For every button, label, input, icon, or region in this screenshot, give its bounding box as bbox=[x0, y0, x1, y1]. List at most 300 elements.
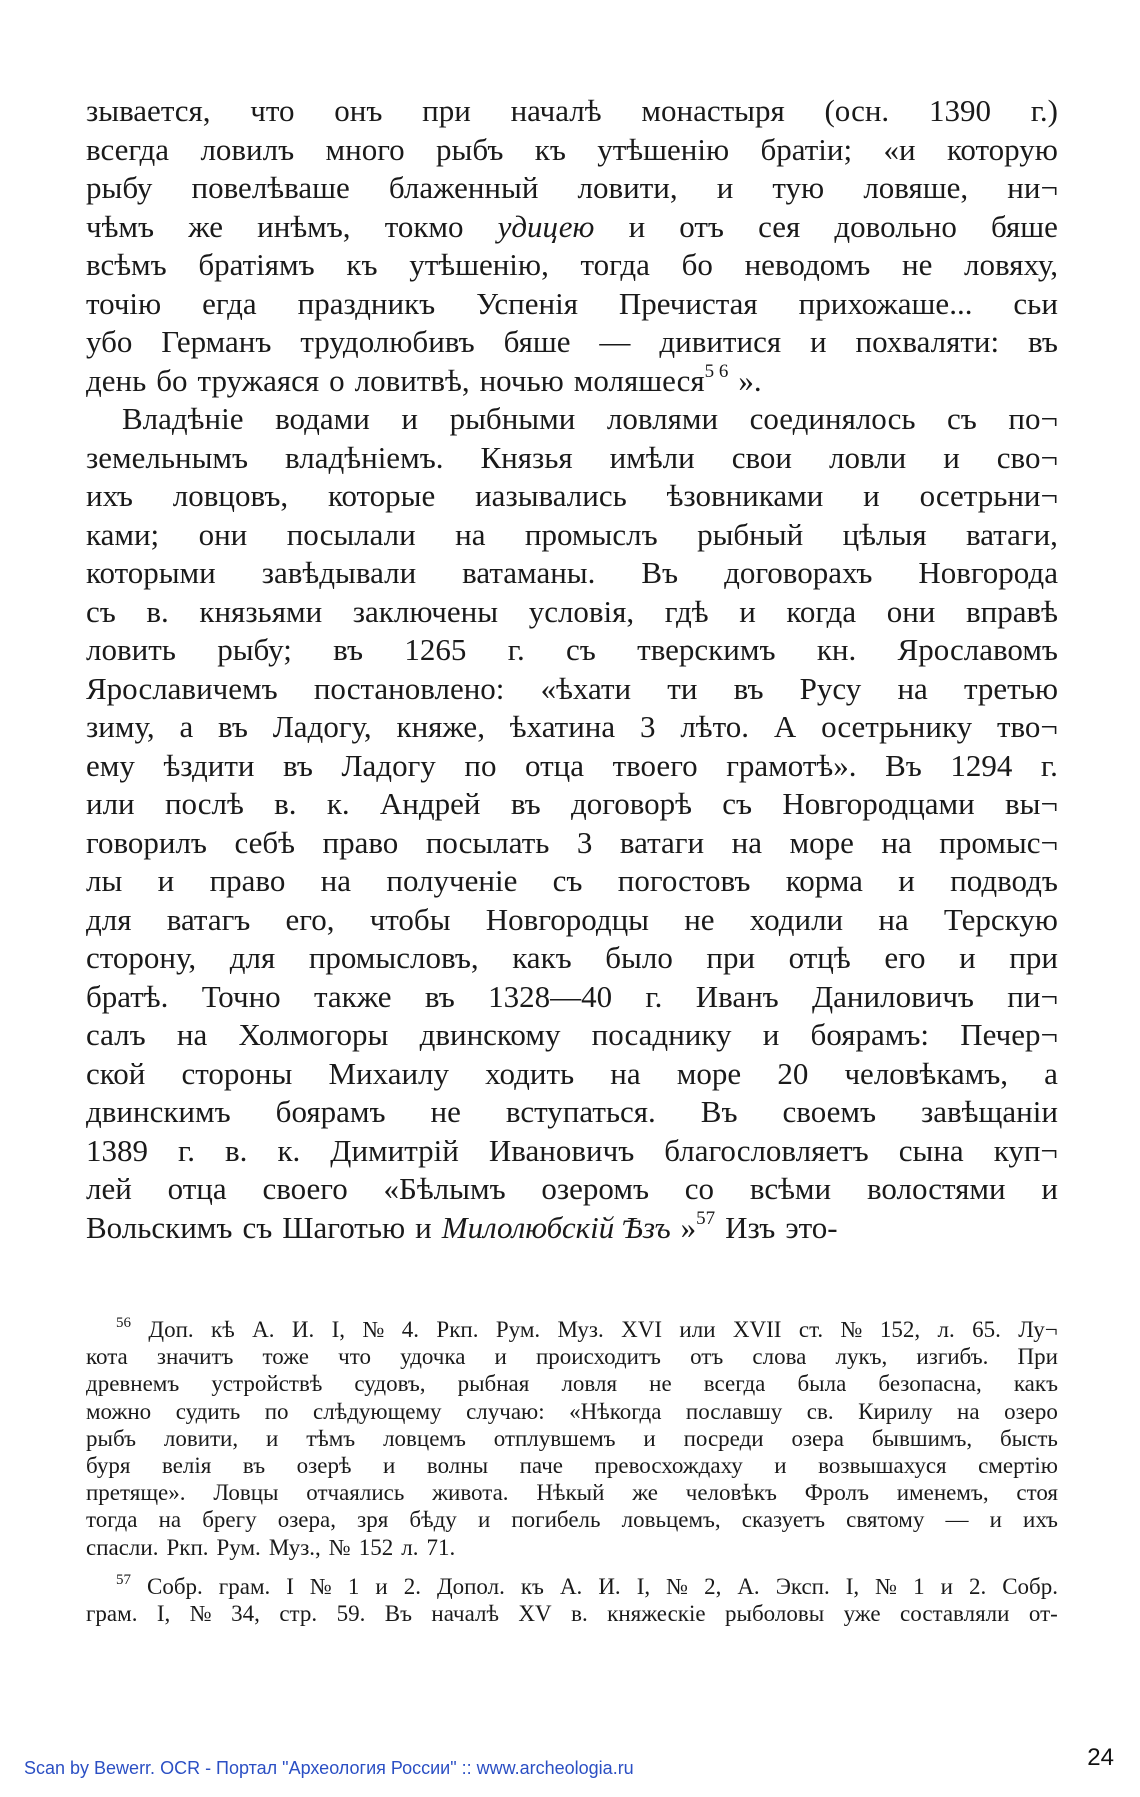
main-text-line bbox=[86, 285, 1058, 324]
word: заключены bbox=[352, 593, 499, 629]
word: въ bbox=[283, 747, 313, 783]
word: № bbox=[189, 1600, 212, 1626]
word: можно bbox=[86, 1398, 152, 1424]
word: братіямъ bbox=[198, 247, 315, 282]
word: Ркп. bbox=[436, 1317, 479, 1342]
word: сво¬ bbox=[996, 439, 1058, 475]
word: ловля bbox=[561, 1371, 618, 1397]
word: Лу¬ bbox=[1018, 1317, 1058, 1342]
word: для bbox=[229, 940, 276, 975]
word: и bbox=[375, 1573, 388, 1599]
word: Допол. bbox=[436, 1573, 505, 1599]
word: вправѣ bbox=[966, 593, 1058, 629]
main-text-line bbox=[86, 593, 1058, 632]
word: живота. bbox=[432, 1480, 509, 1506]
word: полученіе bbox=[386, 863, 518, 898]
word: ». bbox=[738, 362, 762, 398]
word: сына bbox=[898, 1132, 964, 1168]
word: Холмогоры bbox=[238, 1017, 389, 1052]
word: послѣ bbox=[164, 786, 244, 821]
word: на bbox=[610, 1055, 641, 1091]
word: отплувшемъ bbox=[493, 1425, 616, 1451]
word: а bbox=[179, 709, 194, 744]
word: Въ bbox=[641, 555, 679, 590]
word: тоже bbox=[262, 1344, 310, 1370]
word: и bbox=[810, 324, 827, 359]
word: отъ bbox=[679, 208, 724, 244]
word: Ярославомъ bbox=[897, 632, 1058, 667]
word: соединялось bbox=[749, 401, 916, 436]
word: чѣмъ bbox=[86, 208, 155, 244]
word: князьями bbox=[199, 593, 323, 629]
main-text bbox=[86, 92, 1058, 1247]
word: инѣмъ, bbox=[257, 208, 351, 244]
word: утѣшенію, bbox=[409, 247, 549, 282]
word: убо bbox=[86, 324, 133, 359]
word: своемъ bbox=[782, 1094, 877, 1129]
word: его bbox=[884, 940, 926, 975]
word: XVI bbox=[621, 1317, 663, 1342]
word: и bbox=[477, 1507, 491, 1533]
word: съ bbox=[242, 1209, 273, 1245]
word: братіи; bbox=[760, 131, 853, 167]
word: похваляти: bbox=[855, 324, 1000, 359]
word: 59. bbox=[336, 1600, 366, 1626]
word: в. bbox=[274, 786, 297, 821]
word: море bbox=[676, 1055, 742, 1091]
word: ками; bbox=[86, 516, 160, 552]
footnote-56-line bbox=[86, 1370, 1058, 1397]
word: которые bbox=[327, 478, 436, 513]
word: «Бѣлымъ bbox=[383, 1171, 506, 1206]
word: грам. bbox=[218, 1573, 271, 1599]
word: человѣкамъ, bbox=[844, 1055, 1009, 1091]
footnote-56-line bbox=[86, 1398, 1058, 1425]
word: г. bbox=[645, 978, 663, 1014]
main-text-line bbox=[86, 747, 1058, 786]
word: и bbox=[739, 593, 756, 629]
word: повелѣваше bbox=[191, 170, 350, 205]
word: на bbox=[878, 901, 909, 937]
word: I, bbox=[156, 1600, 171, 1626]
main-text-line bbox=[86, 708, 1058, 747]
word: право bbox=[209, 863, 286, 898]
word: Даниловичъ bbox=[812, 978, 974, 1014]
word: договорахъ bbox=[724, 555, 873, 590]
word: не bbox=[684, 901, 715, 937]
word: бывшимъ, bbox=[871, 1425, 973, 1451]
word: тверскимъ bbox=[637, 632, 776, 667]
word: г. bbox=[507, 632, 525, 667]
word: тѣмъ bbox=[306, 1425, 356, 1451]
main-text-line bbox=[86, 631, 1058, 670]
word: озеро bbox=[1004, 1398, 1058, 1424]
word: и bbox=[401, 401, 419, 436]
main-text-line bbox=[86, 169, 1058, 208]
word: Ркп. bbox=[166, 1534, 209, 1560]
word: бяше bbox=[503, 324, 571, 359]
word: стр. bbox=[279, 1600, 318, 1626]
word: в. bbox=[571, 1600, 588, 1626]
word: что bbox=[250, 93, 295, 128]
word: своего bbox=[262, 1171, 348, 1206]
word: грам. bbox=[86, 1600, 138, 1626]
word: слѣдующему bbox=[313, 1398, 442, 1424]
word: тво¬ bbox=[996, 709, 1058, 744]
word: куп¬ bbox=[993, 1132, 1058, 1168]
word: посылали bbox=[286, 516, 416, 552]
word: кн. bbox=[816, 632, 857, 667]
italic-text: Милолюбскій Ѣзъ bbox=[441, 1209, 671, 1245]
word: XV bbox=[518, 1600, 552, 1626]
word: ловити, bbox=[163, 1425, 239, 1451]
word: ловилъ bbox=[200, 131, 295, 167]
word: которыми bbox=[86, 555, 216, 590]
word: велія bbox=[161, 1452, 212, 1478]
word: къ bbox=[534, 131, 566, 167]
word: ходили bbox=[749, 901, 844, 937]
word: 2. bbox=[968, 1573, 987, 1599]
word: Собр. bbox=[1002, 1573, 1058, 1599]
word: ѣзовниками bbox=[666, 478, 824, 513]
word: началѣ bbox=[510, 93, 602, 128]
word: 34, bbox=[231, 1600, 260, 1626]
word: святому bbox=[846, 1507, 925, 1533]
word: № bbox=[875, 1573, 898, 1599]
word: Пречистая bbox=[618, 285, 758, 321]
word: А bbox=[773, 709, 797, 744]
word: тружаяся bbox=[197, 362, 320, 398]
word: въ bbox=[733, 670, 764, 706]
word bbox=[498, 208, 595, 247]
word: не bbox=[430, 1094, 461, 1129]
word: судить bbox=[175, 1398, 241, 1424]
word: отцѣ bbox=[788, 940, 851, 975]
word: к. bbox=[326, 786, 350, 821]
word: ихъ bbox=[1023, 1507, 1058, 1533]
page-number: 24 bbox=[1087, 1744, 1114, 1771]
word: лѣто. bbox=[680, 709, 750, 744]
word bbox=[116, 1573, 131, 1600]
word: превосхождаху bbox=[594, 1452, 743, 1478]
main-text-line bbox=[86, 824, 1058, 863]
word: говорилъ bbox=[86, 824, 207, 860]
word: водами bbox=[275, 401, 370, 436]
word: въ bbox=[333, 632, 364, 667]
main-text-line bbox=[86, 1055, 1058, 1094]
word: было bbox=[605, 940, 673, 975]
word: осетрьни¬ bbox=[919, 478, 1058, 513]
word: безопасна, bbox=[878, 1371, 982, 1397]
word: и bbox=[157, 863, 175, 898]
word: от- bbox=[1028, 1600, 1058, 1626]
word: салъ bbox=[86, 1017, 146, 1052]
word: л. bbox=[937, 1317, 955, 1342]
word: Эксп. bbox=[775, 1573, 830, 1599]
word: всегда bbox=[703, 1371, 766, 1397]
word: или bbox=[679, 1317, 716, 1342]
word: Нѣкый bbox=[536, 1480, 605, 1506]
word: княжескіе bbox=[607, 1600, 706, 1626]
word: ватаманы. bbox=[462, 555, 596, 590]
word: Точно bbox=[201, 978, 281, 1014]
word: довольно bbox=[834, 208, 957, 244]
word: Въ bbox=[384, 1600, 412, 1626]
word: промысловъ, bbox=[308, 940, 479, 975]
word: благословляетъ bbox=[664, 1132, 869, 1168]
word: лей bbox=[86, 1171, 132, 1206]
footnote-56-line bbox=[86, 1343, 1058, 1370]
word: была bbox=[797, 1371, 847, 1397]
word: иазывались bbox=[475, 478, 627, 513]
word: и bbox=[716, 170, 734, 205]
word: 2. bbox=[403, 1573, 421, 1599]
word: осетрьнику bbox=[821, 709, 973, 744]
word: и bbox=[959, 940, 976, 975]
word: при bbox=[706, 940, 756, 975]
word: »$^{57}$ bbox=[680, 1207, 716, 1245]
word: по bbox=[264, 1398, 289, 1424]
word: бо bbox=[156, 362, 188, 398]
main-text-line bbox=[86, 323, 1058, 362]
word: пи¬ bbox=[1007, 978, 1058, 1014]
word: бо bbox=[681, 247, 713, 282]
word: тогда bbox=[580, 247, 650, 282]
word: буря bbox=[86, 1452, 131, 1478]
word: погостовъ bbox=[617, 863, 751, 898]
word: они bbox=[886, 593, 936, 629]
word: грамотѣ». bbox=[726, 747, 857, 783]
word: или bbox=[86, 786, 135, 821]
scan-credit: Scan by Bewerr. OCR - Портал "Археология России" :: www.archeologia.ru bbox=[24, 1758, 634, 1778]
word: не bbox=[649, 1371, 672, 1397]
word: ской bbox=[86, 1055, 146, 1091]
main-text-line bbox=[86, 670, 1058, 709]
word: лукъ, bbox=[835, 1344, 888, 1370]
footnote-57-line bbox=[86, 1573, 1058, 1600]
footnote-56-line bbox=[86, 1316, 1058, 1343]
word: завѣдывали bbox=[261, 555, 417, 590]
word: двинскимъ bbox=[86, 1094, 231, 1129]
word: всѣмъ bbox=[86, 247, 167, 282]
word: утѣшенію bbox=[597, 131, 730, 167]
word: это- bbox=[785, 1209, 838, 1245]
main-text-line bbox=[86, 400, 1058, 439]
word: Ловцы bbox=[213, 1480, 279, 1506]
word: озерѣ bbox=[296, 1452, 352, 1478]
footnote-56 bbox=[86, 1316, 1058, 1561]
word: всегда bbox=[86, 131, 170, 167]
word: день bbox=[86, 362, 147, 398]
main-text-line bbox=[86, 862, 1058, 901]
word: и bbox=[628, 208, 646, 244]
word: Собр. bbox=[147, 1573, 203, 1599]
word: море bbox=[789, 824, 854, 860]
word: онъ bbox=[334, 93, 383, 128]
word: — bbox=[945, 1507, 969, 1533]
word: При bbox=[1017, 1344, 1058, 1370]
word: на bbox=[897, 670, 928, 706]
word: ловить bbox=[86, 632, 176, 667]
word: А. bbox=[737, 1573, 760, 1599]
word: 1328—40 bbox=[488, 978, 613, 1014]
word: сторону, bbox=[86, 940, 197, 975]
main-text-line bbox=[86, 439, 1058, 478]
word: гдѣ bbox=[664, 593, 709, 629]
word: точію bbox=[86, 285, 162, 321]
footnote-56-line bbox=[86, 1534, 1058, 1561]
word: судовъ, bbox=[354, 1371, 426, 1397]
main-text-line bbox=[86, 1209, 1058, 1248]
footnote-56-line bbox=[86, 1425, 1058, 1452]
word: боярамъ: bbox=[810, 1017, 930, 1052]
main-text-line bbox=[86, 1132, 1058, 1171]
word: г. bbox=[178, 1132, 195, 1168]
footnote-ref: 5 6 bbox=[704, 360, 729, 382]
word: при bbox=[422, 93, 471, 128]
word: значитъ bbox=[156, 1344, 234, 1370]
word: I, bbox=[331, 1317, 346, 1342]
word: слова bbox=[752, 1344, 807, 1370]
word: и bbox=[415, 1209, 432, 1245]
word: л. bbox=[401, 1534, 419, 1560]
word: Въ bbox=[885, 747, 922, 783]
word: промыслъ bbox=[524, 516, 658, 552]
word: блаженный bbox=[388, 170, 539, 205]
word: ватагъ bbox=[166, 901, 251, 937]
word: какъ bbox=[512, 940, 572, 975]
word: составляли bbox=[900, 1600, 1010, 1626]
word: ходить bbox=[485, 1055, 575, 1091]
word: А. bbox=[252, 1317, 275, 1342]
word: свои bbox=[731, 439, 792, 475]
word: въ bbox=[1028, 324, 1058, 359]
footnotes bbox=[86, 1316, 1058, 1627]
main-text-line bbox=[86, 516, 1058, 555]
word: ловитвѣ, bbox=[354, 362, 470, 398]
word: Новгорода bbox=[918, 555, 1058, 590]
word: въ bbox=[218, 709, 248, 744]
word: ловлями bbox=[606, 401, 719, 436]
word: 65. bbox=[972, 1317, 1001, 1342]
word: А. bbox=[559, 1573, 583, 1599]
word: ватаги bbox=[619, 824, 705, 860]
word: стоя bbox=[1016, 1480, 1058, 1506]
word: Новгородцами bbox=[782, 786, 975, 821]
word: I, bbox=[636, 1573, 651, 1599]
word: егда bbox=[202, 285, 257, 321]
word: бяше bbox=[991, 208, 1058, 244]
main-text-line bbox=[86, 208, 1058, 247]
word: двинскому bbox=[419, 1017, 561, 1052]
word: рыбными bbox=[449, 401, 576, 436]
word: къ bbox=[346, 247, 378, 282]
main-text-line bbox=[86, 362, 1058, 401]
main-text-line bbox=[86, 554, 1058, 593]
word: моляшеся$^{5 6}$ bbox=[573, 360, 729, 398]
word: кѣ bbox=[211, 1317, 235, 1342]
word: къ bbox=[520, 1573, 544, 1599]
footnote-ref: 57 bbox=[696, 1207, 716, 1229]
word: «Нѣкогда bbox=[569, 1398, 662, 1424]
word: рыбная bbox=[457, 1371, 530, 1397]
word: (осн. bbox=[824, 93, 890, 128]
word: праздникъ bbox=[297, 285, 436, 321]
word: его, bbox=[285, 901, 335, 937]
word: I, bbox=[845, 1573, 860, 1599]
main-text-line bbox=[86, 1016, 1058, 1055]
word: постановлено: bbox=[313, 670, 505, 706]
word: посаднику bbox=[591, 1017, 732, 1052]
word: чтобы bbox=[369, 901, 451, 937]
word: изгибъ. bbox=[916, 1344, 989, 1370]
word: — bbox=[599, 324, 631, 359]
word: какъ bbox=[1013, 1371, 1058, 1397]
word: неводомъ bbox=[744, 247, 871, 282]
word: 2, bbox=[704, 1573, 722, 1599]
word: Русу bbox=[799, 670, 862, 706]
word: тогда bbox=[86, 1507, 138, 1533]
main-text-line bbox=[86, 939, 1058, 978]
word: условія, bbox=[528, 593, 635, 629]
word: Кирилу bbox=[858, 1398, 933, 1424]
word: на bbox=[176, 1017, 208, 1052]
word: Димитрій bbox=[330, 1132, 459, 1168]
word: И. bbox=[291, 1317, 315, 1342]
word: ватаги, bbox=[966, 516, 1058, 552]
word: Германъ bbox=[161, 324, 272, 359]
word: Вольскимъ bbox=[86, 1209, 233, 1245]
word: княже, bbox=[396, 709, 485, 744]
word: когда bbox=[786, 593, 857, 629]
word: подводъ bbox=[950, 863, 1058, 898]
word: дивитися bbox=[659, 324, 782, 359]
word: 1390 bbox=[928, 93, 991, 128]
word: Въ bbox=[700, 1094, 738, 1129]
word: погибель bbox=[511, 1507, 601, 1533]
word: отца bbox=[525, 747, 585, 783]
main-text-line bbox=[86, 477, 1058, 516]
word: и bbox=[940, 1573, 953, 1599]
word: вы¬ bbox=[1005, 786, 1058, 821]
word: цѣлыя bbox=[842, 516, 927, 552]
word: озера, bbox=[277, 1507, 336, 1533]
word: Владѣніе bbox=[122, 401, 244, 436]
word: сьи bbox=[1013, 285, 1058, 321]
word: 71. bbox=[426, 1534, 456, 1560]
word: для bbox=[86, 901, 132, 937]
footnote-57 bbox=[86, 1573, 1058, 1627]
word: № bbox=[840, 1317, 863, 1342]
word: XVII bbox=[732, 1317, 782, 1342]
word: Печер¬ bbox=[960, 1017, 1058, 1052]
word: договорѣ bbox=[571, 786, 692, 821]
word: озера bbox=[791, 1425, 844, 1451]
word: спасли. bbox=[86, 1534, 159, 1560]
word: по¬ bbox=[1008, 401, 1058, 436]
word: 1265 bbox=[404, 632, 467, 667]
word: и bbox=[863, 478, 880, 513]
word: 4. bbox=[401, 1317, 420, 1342]
word: и bbox=[943, 439, 960, 475]
word: волны bbox=[426, 1452, 489, 1478]
word: монастыря bbox=[641, 93, 785, 128]
word: на bbox=[320, 863, 352, 898]
footnote-57-line bbox=[86, 1600, 1058, 1627]
word: въ bbox=[242, 1452, 266, 1478]
word: ловцемъ bbox=[383, 1425, 466, 1451]
word: Михаилу bbox=[328, 1055, 450, 1091]
